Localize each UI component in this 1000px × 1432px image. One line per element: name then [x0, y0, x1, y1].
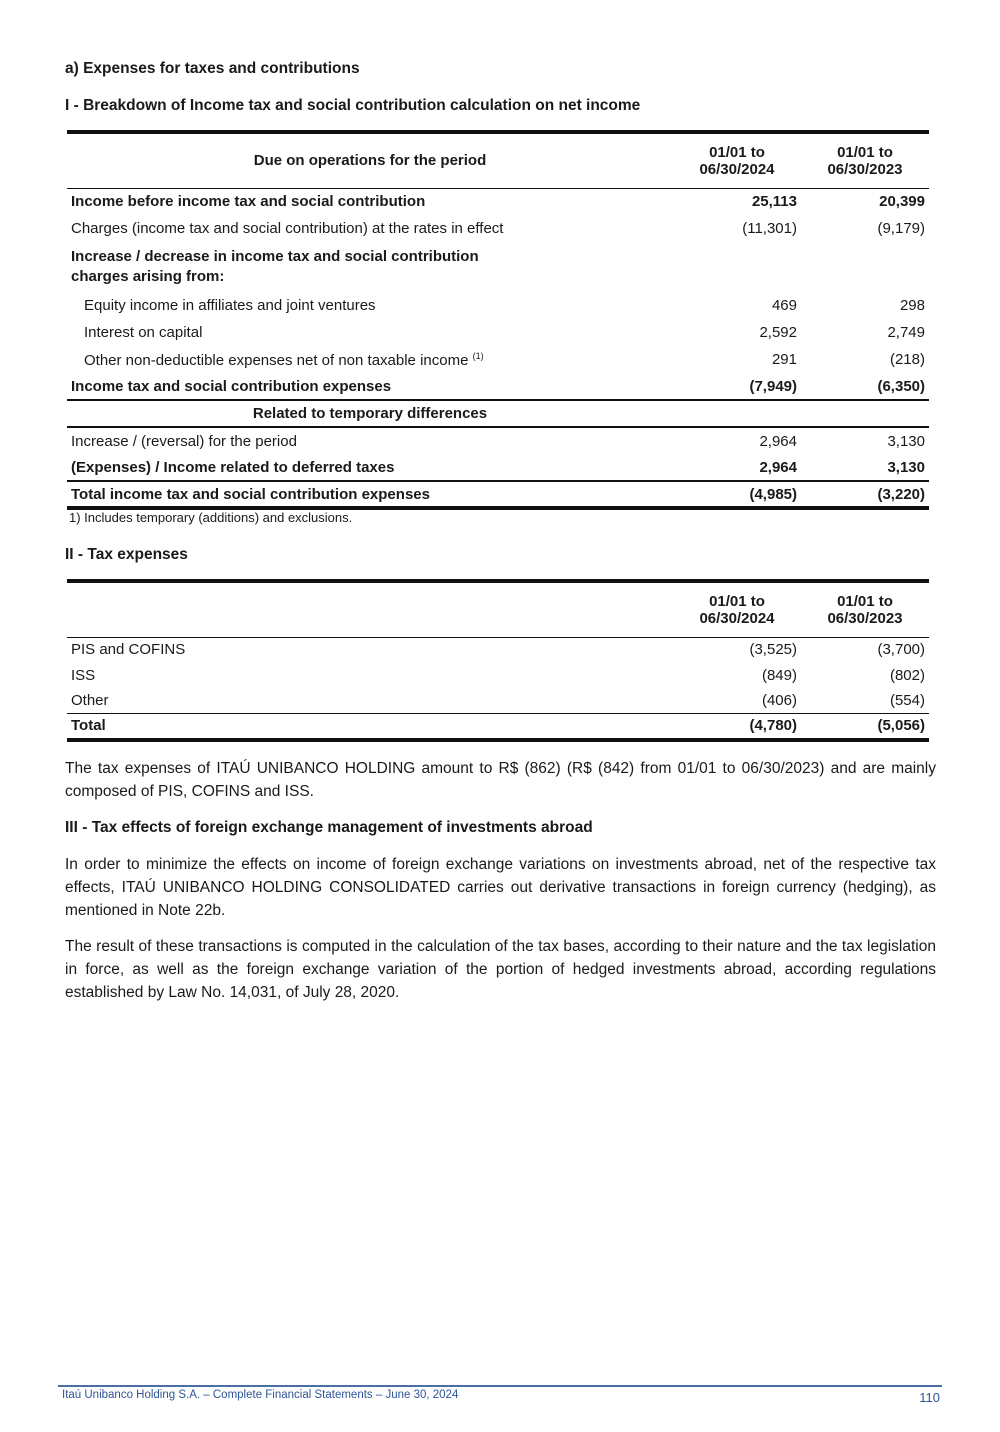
row-value-2024: (11,301): [742, 220, 797, 237]
row-label: Other: [71, 691, 109, 709]
header-col-2024: [673, 581, 801, 637]
row-value-2023: (5,056): [877, 717, 925, 735]
row-value-2024: 2,592: [759, 324, 797, 341]
footer-divider: [58, 1385, 942, 1387]
row-value-2023: 3,130: [887, 458, 925, 476]
row-label: Total income tax and social contribution expenses: [71, 485, 430, 503]
table-row: [67, 346, 929, 373]
row-label: [67, 346, 673, 373]
header-col-2024-line1: 01/01 to: [709, 592, 765, 610]
table-row: [67, 188, 929, 215]
table-row: [67, 662, 929, 688]
header-col-2023: [801, 132, 929, 188]
hedging-paragraph-1: In order to minimize the effects on income of foreign exchange variations on investments abroad, net of the respective tax effects, ITAÚ UNIBANCO HOLDING CONSOLIDATED carries out derivative transactions in foreign currency (hedging), as mentioned in Note 22b.: [65, 856, 936, 919]
row-label: ISS: [71, 666, 96, 684]
table-header-row: [67, 581, 929, 637]
section-a-title: a) Expenses for taxes and contributions: [65, 60, 360, 77]
table-row: [67, 637, 929, 662]
section-1-title: I - Breakdown of Income tax and social contribution calculation on net income: [65, 97, 641, 114]
header-col-2023-line2: 06/30/2023: [827, 160, 903, 178]
row-value-2023: (3,220): [877, 485, 925, 503]
table-row: [67, 292, 929, 319]
table-row: [67, 373, 929, 400]
row-value-2024: 2,964: [759, 432, 797, 450]
row-value-2024: 25,113: [751, 193, 797, 211]
row-value-2024: (406): [761, 691, 797, 709]
row-label: Total: [71, 717, 106, 735]
row-value-2023: (554): [889, 691, 925, 709]
row-label-text: Other non-deductible expenses net of non taxable income: [84, 351, 469, 369]
row-value-2024: (4,780): [749, 717, 797, 735]
row-value-2023: (218): [889, 351, 925, 368]
row-value-2023: 20,399: [879, 193, 925, 211]
row-label: Interest on capital: [84, 324, 203, 341]
hedging-paragraph-2: The result of these transactions is computed in the calculation of the tax bases, according to their nature and the tax legislation in force, as well as the foreign exchange variation of the portion of hedged investments abroad, according regulations established by Law No. 14,031, of July 28, 2020.: [65, 938, 936, 1001]
row-value-2023: 298: [899, 297, 925, 314]
header-label: Due on operations for the period: [253, 152, 487, 170]
table-row: [67, 454, 929, 481]
table-total-row: [67, 713, 929, 740]
tax-expenses-table: [67, 579, 929, 742]
row-value-2023: 2,749: [887, 324, 925, 341]
table-row: [67, 688, 929, 713]
table-subheader-row: [67, 400, 929, 427]
table-row: [67, 215, 929, 242]
row-value-2023: [801, 400, 929, 427]
row-label: Income tax and social contribution expenses: [71, 377, 392, 395]
row-value-2023: (6,350): [877, 377, 925, 395]
footer-text: Itaú Unibanco Holding S.A. – Complete Financial Statements – June 30, 2024: [62, 1389, 459, 1401]
row-value-2024: [673, 400, 801, 427]
table-header-row: [67, 132, 929, 188]
header-col-2024: [673, 132, 801, 188]
row-label: Increase / decrease in income tax and social contribution charges arising from:: [71, 248, 479, 285]
row-label: Charges (income tax and social contribution) at the rates in effect: [71, 220, 504, 237]
row-value-2023: (802): [889, 666, 925, 684]
table-row: [67, 427, 929, 454]
row-label: Income before income tax and social contribution: [71, 193, 426, 211]
footnote: 1) Includes temporary (additions) and exclusions.: [69, 510, 353, 525]
header-col-2023: [801, 581, 929, 637]
header-col-2024-line2: 06/30/2024: [699, 609, 775, 627]
row-label: Related to temporary differences: [252, 405, 488, 422]
row-value-2023: (3,700): [877, 641, 925, 659]
row-value-2024: (3,525): [749, 641, 797, 659]
table-row: [67, 242, 929, 292]
section-3-title: III - Tax effects of foreign exchange management of investments abroad: [65, 819, 593, 836]
income-tax-breakdown-table: [67, 130, 929, 510]
row-value-2023: [801, 242, 929, 292]
table-row: [67, 319, 929, 346]
row-value-2024: 469: [771, 297, 797, 314]
row-value-2023: (9,179): [877, 220, 925, 237]
header-col-2023-line1: 01/01 to: [837, 143, 893, 161]
table-total-row: [67, 481, 929, 508]
header-col-2023-line1: 01/01 to: [837, 592, 893, 610]
row-label: (Expenses) / Income related to deferred taxes: [71, 458, 395, 476]
header-col-2023-line2: 06/30/2023: [827, 609, 903, 627]
row-label: Increase / (reversal) for the period: [71, 432, 297, 450]
header-col-2024-line2: 06/30/2024: [699, 160, 775, 178]
row-value-2023: 3,130: [887, 432, 925, 450]
tax-expenses-paragraph: The tax expenses of ITAÚ UNIBANCO HOLDING amount to R$ (862) (R$ (842) from 01/01 to 06/30/2023) and are mainly composed of PIS, COFINS and ISS.: [65, 760, 936, 800]
row-label: PIS and COFINS: [71, 641, 186, 659]
page-number: 110: [919, 1390, 940, 1405]
row-value-2024: 291: [771, 351, 797, 368]
row-value-2024: (7,949): [749, 377, 797, 395]
row-value-2024: [673, 242, 801, 292]
row-value-2024: (4,985): [749, 485, 797, 503]
section-2-title: II - Tax expenses: [65, 546, 188, 563]
header-col-2024-line1: 01/01 to: [709, 143, 765, 161]
row-value-2024: 2,964: [759, 458, 797, 476]
row-label: Equity income in affiliates and joint ventures: [84, 297, 376, 314]
header-label: [67, 581, 673, 637]
footnote-marker: (1): [472, 350, 484, 361]
row-value-2024: (849): [761, 666, 797, 684]
